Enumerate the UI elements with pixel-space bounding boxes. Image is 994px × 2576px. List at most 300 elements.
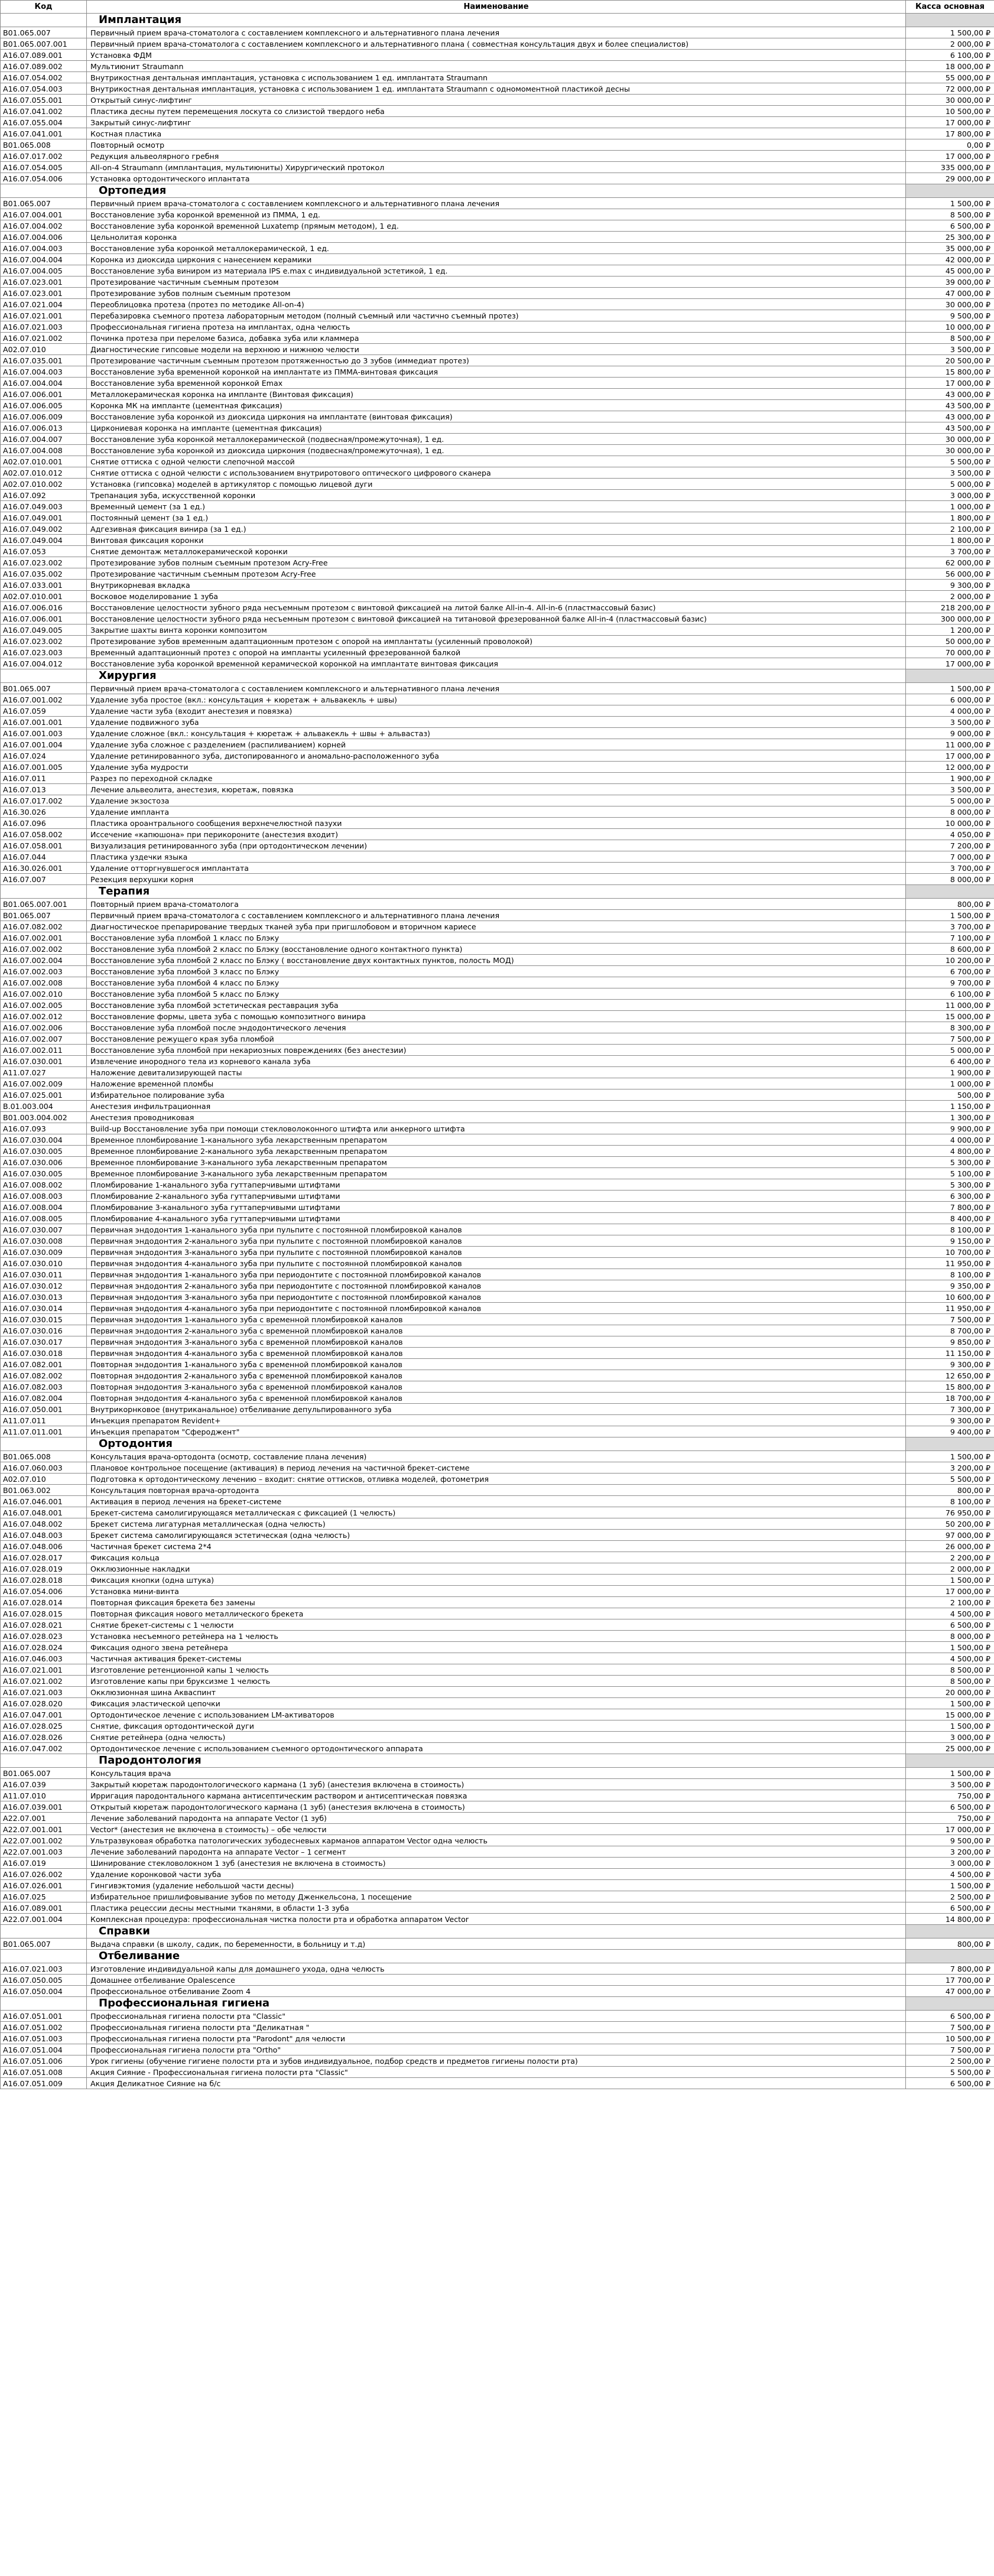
service-code: A16.07.049.001 — [1, 512, 87, 523]
table-row — [1, 1348, 994, 1359]
service-price: 9 300,00 ₽ — [906, 580, 994, 591]
service-price: 10 000,00 ₽ — [906, 321, 994, 333]
service-price: 9 700,00 ₽ — [906, 977, 994, 988]
service-code: A22.07.001.001 — [1, 1824, 87, 1835]
table-row — [1, 445, 994, 456]
service-name: Брекет система самолигирующаяся эстетическая (одна челюсть) — [87, 1530, 906, 1541]
service-price: 8 100,00 ₽ — [906, 1224, 994, 1235]
service-price: 29 000,00 ₽ — [906, 173, 994, 184]
service-code: A16.07.030.014 — [1, 1303, 87, 1314]
service-code: A16.07.004.003 — [1, 366, 87, 378]
service-name: Первичная эндодонтия 1-канального зуба при периодонтите с постоянной пломбировкой каналов — [87, 1269, 906, 1280]
service-name: Выдача справки (в школу, садик, по беременности, в больницу и т.д) — [87, 1938, 906, 1950]
service-price: 30 000,00 ₽ — [906, 434, 994, 445]
service-price: 800,00 ₽ — [906, 1938, 994, 1950]
service-price: 6 500,00 ₽ — [906, 2011, 994, 2022]
service-code: A16.07.030.015 — [1, 1314, 87, 1325]
service-code: A16.07.033.001 — [1, 580, 87, 591]
service-code: A16.07.030.011 — [1, 1269, 87, 1280]
table-row — [1, 288, 994, 299]
service-name: Домашнее отбеливание Opalescence — [87, 1975, 906, 1986]
service-code: B01.003.004.002 — [1, 1112, 87, 1123]
table-row — [1, 1779, 994, 1790]
section-price-cell — [906, 1437, 994, 1451]
column-header-code: Код — [1, 1, 87, 14]
table-row — [1, 1451, 994, 1462]
service-code: A16.07.021.001 — [1, 1664, 87, 1676]
service-price: 500,00 ₽ — [906, 1089, 994, 1101]
table-row — [1, 829, 994, 840]
service-name: Восстановление целостности зубного ряда несъемным протезом с винтовой фиксацией на титановой фрезерованной балке All-in-4 (пластмассовый базис) — [87, 613, 906, 625]
table-row — [1, 1393, 994, 1404]
service-price: 8 000,00 ₽ — [906, 874, 994, 885]
service-name: Профессиональная гигиена полости рта "Classic" — [87, 2011, 906, 2022]
section-code-cell — [1, 885, 87, 899]
service-name: Протезирование частичным съемным протезом протяженностью до 3 зубов (иммедиат протез) — [87, 355, 906, 366]
service-price: 35 000,00 ₽ — [906, 243, 994, 254]
service-price: 11 000,00 ₽ — [906, 739, 994, 750]
service-code: A16.07.049.002 — [1, 523, 87, 535]
table-row — [1, 50, 994, 61]
service-code: A16.07.002.003 — [1, 966, 87, 977]
service-price: 2 100,00 ₽ — [906, 523, 994, 535]
service-name: Снятие оттиска с одной челюсти с использованием внутриротового оптического цифрового сканера — [87, 467, 906, 479]
service-name: Ультразвуковая обработка патологических зубодесневых карманов аппаратом Vector одна челюсть — [87, 1835, 906, 1846]
service-code: A02.07.010 — [1, 1474, 87, 1485]
service-name: Фиксация эластической цепочки — [87, 1698, 906, 1709]
table-row — [1, 591, 994, 602]
service-price: 70 000,00 ₽ — [906, 647, 994, 658]
service-price: 3 500,00 ₽ — [906, 717, 994, 728]
service-name: Частичная активация брекет-системы — [87, 1653, 906, 1664]
service-price: 17 000,00 ₽ — [906, 151, 994, 162]
service-code: A16.07.089.002 — [1, 61, 87, 72]
table-row — [1, 840, 994, 851]
service-name: Закрытие шахты винта коронки композитом — [87, 625, 906, 636]
service-price: 2 000,00 ₽ — [906, 38, 994, 50]
service-code: A16.07.051.002 — [1, 2022, 87, 2033]
service-name: Консультация врача-ортодонта (осмотр, составление плана лечения) — [87, 1451, 906, 1462]
service-price: 9 000,00 ₽ — [906, 728, 994, 739]
section-title: Ортопедия — [87, 184, 906, 198]
service-name: Наложение девитализирующей пасты — [87, 1067, 906, 1078]
service-code: A16.07.030.013 — [1, 1292, 87, 1303]
service-price: 1 000,00 ₽ — [906, 501, 994, 512]
table-row — [1, 1134, 994, 1146]
service-name: Пломбирование 2-канального зуба гуттаперчивыми штифтами — [87, 1191, 906, 1202]
table-row — [1, 1975, 994, 1986]
service-price: 26 000,00 ₽ — [906, 1541, 994, 1552]
table-row — [1, 198, 994, 209]
table-row — [1, 232, 994, 243]
table-row — [1, 1101, 994, 1112]
service-name: Первичный прием врача-стоматолога с составлением комплексного и альтернативного плана лечения — [87, 198, 906, 209]
service-name: Удаление коронковой части зуба — [87, 1869, 906, 1880]
service-name: Восстановление зуба коронкой временной керамической коронкой на имплантате винтовая фиксация — [87, 658, 906, 669]
service-price: 800,00 ₽ — [906, 899, 994, 910]
service-price: 7 100,00 ₽ — [906, 932, 994, 944]
table-row — [1, 321, 994, 333]
service-code: A16.30.026.001 — [1, 863, 87, 874]
section-price-cell — [906, 669, 994, 683]
table-row — [1, 1000, 994, 1011]
service-name: Первичная эндодонтия 2-канального зуба при пульпите с постоянной пломбировкой каналов — [87, 1235, 906, 1247]
table-row — [1, 254, 994, 265]
table-row — [1, 557, 994, 568]
service-code: A11.07.011.001 — [1, 1426, 87, 1437]
service-code: A16.07.039 — [1, 1779, 87, 1790]
table-row — [1, 1224, 994, 1235]
service-price: 8 500,00 ₽ — [906, 1664, 994, 1676]
service-name: Восстановление зуба коронкой временной Luxatemp (прямым методом), 1 ед. — [87, 220, 906, 232]
service-name: Снятие ретейнера (одна челюсть) — [87, 1732, 906, 1743]
service-name: Временное пломбирование 1-канального зуба лекарственным препаратом — [87, 1134, 906, 1146]
table-row — [1, 2067, 994, 2078]
table-header-row — [1, 1, 994, 14]
service-name: Build-up Восстановление зуба при помощи стекловолоконного штифта или анкерного штифта — [87, 1123, 906, 1134]
table-row — [1, 333, 994, 344]
service-price: 50 200,00 ₽ — [906, 1518, 994, 1530]
service-price: 4 500,00 ₽ — [906, 1608, 994, 1619]
table-row — [1, 1179, 994, 1191]
service-name: Протезирование зубов полным съемным протезом — [87, 288, 906, 299]
service-name: Лечение альвеолита, анестезия, кюретаж, повязка — [87, 784, 906, 795]
service-price: 9 300,00 ₽ — [906, 1415, 994, 1426]
table-row — [1, 728, 994, 739]
service-price: 8 000,00 ₽ — [906, 806, 994, 818]
service-price: 6 500,00 ₽ — [906, 1619, 994, 1631]
service-price: 3 500,00 ₽ — [906, 1779, 994, 1790]
service-price: 1 000,00 ₽ — [906, 1078, 994, 1089]
service-code: A16.07.019 — [1, 1858, 87, 1869]
service-code: A16.07.030.004 — [1, 1134, 87, 1146]
service-code: A16.07.004.004 — [1, 378, 87, 389]
service-price: 47 000,00 ₽ — [906, 288, 994, 299]
table-row — [1, 151, 994, 162]
service-code: A16.07.082.002 — [1, 921, 87, 932]
service-code: A16.07.028.024 — [1, 1642, 87, 1653]
table-row — [1, 1608, 994, 1619]
service-price: 6 500,00 ₽ — [906, 2078, 994, 2089]
service-name: Протезирование зубов полным съемным протезом Acry-Free — [87, 557, 906, 568]
service-price: 14 800,00 ₽ — [906, 1914, 994, 1925]
service-code: A16.07.082.004 — [1, 1393, 87, 1404]
service-name: Фиксация кольца — [87, 1552, 906, 1563]
service-code: A02.07.010.001 — [1, 591, 87, 602]
section-price-cell — [906, 1754, 994, 1768]
service-price: 3 000,00 ₽ — [906, 1858, 994, 1869]
service-code: A16.07.008.005 — [1, 1213, 87, 1224]
service-name: Визуализация ретинированного зуба (при ортодонтическом лечении) — [87, 840, 906, 851]
service-code: A16.07.048.006 — [1, 1541, 87, 1552]
table-row — [1, 1869, 994, 1880]
service-name: Гингивэктомия (удаление небольшой части десны) — [87, 1880, 906, 1891]
table-row — [1, 479, 994, 490]
service-price: 72 000,00 ₽ — [906, 83, 994, 95]
table-row — [1, 310, 994, 321]
service-name: Восстановление зуба пломбой 3 класс по Блэку — [87, 966, 906, 977]
service-name: Повторная эндодонтия 2-канального зуба с временной пломбировкой каналов — [87, 1370, 906, 1381]
service-name: Восстановление зуба временной коронкой на имплантате из ПММА-винтовая фиксация — [87, 366, 906, 378]
table-row — [1, 1813, 994, 1824]
section-header-row — [1, 1925, 994, 1938]
service-price: 25 300,00 ₽ — [906, 232, 994, 243]
table-row — [1, 1563, 994, 1575]
service-name: Удаление сложное (вкл.: консультация + кюретаж + альвакекль + швы + альвастаз) — [87, 728, 906, 739]
table-row — [1, 95, 994, 106]
service-price: 5 500,00 ₽ — [906, 1474, 994, 1485]
table-row — [1, 1986, 994, 1997]
service-price: 3 700,00 ₽ — [906, 863, 994, 874]
service-code: A16.07.004.007 — [1, 434, 87, 445]
table-row — [1, 863, 994, 874]
service-price: 1 500,00 ₽ — [906, 1451, 994, 1462]
table-row — [1, 523, 994, 535]
service-name: Внутрикостная дентальная имплантация, установка с использованием 1 ед. имплантата Straumann с одномоментной пластикой десны — [87, 83, 906, 95]
service-name: Повторная фиксация нового металлического брекета — [87, 1608, 906, 1619]
service-name: Наложение временной пломбы — [87, 1078, 906, 1089]
service-name: Удаление части зуба (входит анестезия и повязка) — [87, 705, 906, 717]
service-price: 2 100,00 ₽ — [906, 1597, 994, 1608]
service-code: B01.065.007.001 — [1, 899, 87, 910]
table-row — [1, 1033, 994, 1045]
service-name: Активация в период лечения на брекет-системе — [87, 1496, 906, 1507]
service-code: A16.07.011 — [1, 773, 87, 784]
service-price: 1 500,00 ₽ — [906, 198, 994, 209]
service-name: Временное пломбирование 3-канального зуба лекарственным препаратом — [87, 1157, 906, 1168]
service-name: Внутрикорневая вкладка — [87, 580, 906, 591]
table-row — [1, 173, 994, 184]
service-price: 1 500,00 ₽ — [906, 1880, 994, 1891]
service-price: 1 500,00 ₽ — [906, 1698, 994, 1709]
service-price: 6 000,00 ₽ — [906, 694, 994, 705]
service-name: Профессиональная гигиена протеза на имплантах, одна челюсть — [87, 321, 906, 333]
service-code: A16.07.051.009 — [1, 2078, 87, 2089]
section-header-row — [1, 1754, 994, 1768]
service-price: 4 800,00 ₽ — [906, 1146, 994, 1157]
service-code: A16.07.093 — [1, 1123, 87, 1134]
service-code: A16.07.053 — [1, 546, 87, 557]
service-code: B01.065.007 — [1, 683, 87, 694]
table-row — [1, 762, 994, 773]
table-row — [1, 977, 994, 988]
service-name: Восстановление зуба коронкой временной из ПММА, 1 ед. — [87, 209, 906, 220]
service-price: 9 300,00 ₽ — [906, 1359, 994, 1370]
section-header-row — [1, 14, 994, 27]
service-code: A16.07.048.003 — [1, 1530, 87, 1541]
service-price: 1 900,00 ₽ — [906, 1067, 994, 1078]
service-name: Первичная эндодонтия 2-канального зуба с временной пломбировкой каналов — [87, 1325, 906, 1336]
section-code-cell — [1, 14, 87, 27]
table-row — [1, 932, 994, 944]
table-row — [1, 1314, 994, 1325]
table-row — [1, 1963, 994, 1975]
table-row — [1, 61, 994, 72]
service-code: A16.07.035.002 — [1, 568, 87, 580]
table-row — [1, 1891, 994, 1902]
service-price: 7 800,00 ₽ — [906, 1963, 994, 1975]
service-code: A16.07.002.012 — [1, 1011, 87, 1022]
service-price: 8 100,00 ₽ — [906, 1269, 994, 1280]
service-name: Повторная эндодонтия 1-канального зуба с временной пломбировкой каналов — [87, 1359, 906, 1370]
service-name: Лечение заболеваний пародонта на аппарате Vector (1 зуб) — [87, 1813, 906, 1824]
service-name: Восстановление зуба пломбой 2 класс по Блэку ( восстановление двух контактных пунктов, полость МОД) — [87, 955, 906, 966]
service-price: 5 300,00 ₽ — [906, 1157, 994, 1168]
service-price: 7 300,00 ₽ — [906, 1404, 994, 1415]
service-code: A02.07.010.012 — [1, 467, 87, 479]
table-row — [1, 1123, 994, 1134]
table-row — [1, 874, 994, 885]
service-code: A16.07.054.003 — [1, 83, 87, 95]
service-price: 2 500,00 ₽ — [906, 1891, 994, 1902]
table-row — [1, 490, 994, 501]
table-row — [1, 1426, 994, 1437]
service-price: 12 000,00 ₽ — [906, 762, 994, 773]
service-code: A16.07.001.004 — [1, 739, 87, 750]
service-price: 10 700,00 ₽ — [906, 1247, 994, 1258]
service-code: A16.07.051.008 — [1, 2067, 87, 2078]
service-price: 6 500,00 ₽ — [906, 1902, 994, 1914]
service-name: Первичный прием врача-стоматолога с составлением комплексного и альтернативного плана ( совместная консультация двух и более специалистов) — [87, 38, 906, 50]
service-name: Изготовление ретенционной капы 1 челюсть — [87, 1664, 906, 1676]
table-row — [1, 1269, 994, 1280]
service-name: All-on-4 Straumann (имплантация, мультиюниты) Хирургический протокол — [87, 162, 906, 173]
service-price: 43 000,00 ₽ — [906, 411, 994, 422]
table-row — [1, 966, 994, 977]
service-price: 5 500,00 ₽ — [906, 2067, 994, 2078]
service-code: A16.07.030.005 — [1, 1146, 87, 1157]
service-code: A16.07.028.017 — [1, 1552, 87, 1563]
table-row — [1, 899, 994, 910]
service-code: A16.07.013 — [1, 784, 87, 795]
section-title: Справки — [87, 1925, 906, 1938]
service-price: 1 500,00 ₽ — [906, 1575, 994, 1586]
service-code: A16.07.002.010 — [1, 988, 87, 1000]
service-code: A16.07.004.004 — [1, 254, 87, 265]
service-name: Закрытый кюретаж пародонтологического кармана (1 зуб) (анестезия включена в стоимость) — [87, 1779, 906, 1790]
service-name: Установка мини-винта — [87, 1586, 906, 1597]
service-name: Повторный осмотр — [87, 139, 906, 151]
table-body — [1, 14, 994, 2089]
table-row — [1, 647, 994, 658]
service-code: A02.07.010.001 — [1, 456, 87, 467]
service-code: A16.07.030.008 — [1, 1235, 87, 1247]
service-price: 18 000,00 ₽ — [906, 61, 994, 72]
service-price: 30 000,00 ₽ — [906, 445, 994, 456]
table-row — [1, 1938, 994, 1950]
table-row — [1, 1258, 994, 1269]
service-price: 7 500,00 ₽ — [906, 1033, 994, 1045]
table-row — [1, 1631, 994, 1642]
service-name: Удаление зуба простое (вкл.: консультация + кюретаж + альвакекль + швы) — [87, 694, 906, 705]
service-price: 17 700,00 ₽ — [906, 1975, 994, 1986]
section-price-cell — [906, 885, 994, 899]
table-row — [1, 1743, 994, 1754]
service-name: Восстановление зуба коронкой металлокерамической (подвесная/промежуточная), 1 ед. — [87, 434, 906, 445]
service-name: Инъекция препаратом "Сфероджент" — [87, 1426, 906, 1437]
service-name: Мультиюнит Straumann — [87, 61, 906, 72]
table-row — [1, 72, 994, 83]
service-price: 8 600,00 ₽ — [906, 944, 994, 955]
section-header-row — [1, 184, 994, 198]
service-name: Пластика уздечки языка — [87, 851, 906, 863]
table-row — [1, 773, 994, 784]
service-code: A16.07.006.009 — [1, 411, 87, 422]
section-header-row — [1, 885, 994, 899]
table-row — [1, 277, 994, 288]
service-price: 17 000,00 ₽ — [906, 1824, 994, 1835]
service-name: Подготовка к ортодонтическому лечению – входит: снятие оттисков, отливка моделей, фотометрия — [87, 1474, 906, 1485]
service-price: 6 700,00 ₽ — [906, 966, 994, 977]
service-price: 4 000,00 ₽ — [906, 705, 994, 717]
service-price: 1 500,00 ₽ — [906, 27, 994, 38]
table-row — [1, 1530, 994, 1541]
service-price: 9 400,00 ₽ — [906, 1426, 994, 1437]
service-code: A16.07.028.019 — [1, 1563, 87, 1575]
service-name: Цельнолитая коронка — [87, 232, 906, 243]
table-row — [1, 38, 994, 50]
service-name: Лечение заболеваний пародонта на аппарате Vector – 1 сегмент — [87, 1846, 906, 1858]
service-price: 62 000,00 ₽ — [906, 557, 994, 568]
service-price: 7 200,00 ₽ — [906, 840, 994, 851]
service-code: A16.07.046.001 — [1, 1496, 87, 1507]
service-price: 1 150,00 ₽ — [906, 1101, 994, 1112]
table-row — [1, 1586, 994, 1597]
service-code: A16.07.049.003 — [1, 501, 87, 512]
service-price: 9 350,00 ₽ — [906, 1280, 994, 1292]
service-code: A16.07.030.017 — [1, 1336, 87, 1348]
table-row — [1, 411, 994, 422]
service-code: A16.07.023.001 — [1, 288, 87, 299]
service-price: 20 500,00 ₽ — [906, 355, 994, 366]
service-price: 1 500,00 ₽ — [906, 1642, 994, 1653]
service-name: Открытый кюретаж пародонтологического кармана (1 зуб) (анестезия включена в стоимость) — [87, 1801, 906, 1813]
table-row — [1, 2022, 994, 2033]
table-row — [1, 1902, 994, 1914]
service-name: Диагностические гипсовые модели на верхнюю и нижнюю челюсти — [87, 344, 906, 355]
service-price: 6 500,00 ₽ — [906, 220, 994, 232]
service-name: Постоянный цемент (за 1 ед.) — [87, 512, 906, 523]
section-price-cell — [906, 184, 994, 198]
service-price: 55 000,00 ₽ — [906, 72, 994, 83]
table-row — [1, 1880, 994, 1891]
service-name: Профессиональная гигиена полости рта "Parodont" для челюсти — [87, 2033, 906, 2044]
table-row — [1, 501, 994, 512]
table-row — [1, 1067, 994, 1078]
service-price: 45 000,00 ₽ — [906, 265, 994, 277]
service-name: Восстановление зуба пломбой при некариозных повреждениях (без анестезии) — [87, 1045, 906, 1056]
service-code: A16.07.058.001 — [1, 840, 87, 851]
table-row — [1, 1381, 994, 1393]
service-name: Комплексная процедура: профессиональная чистка полости рта и обработка аппаратом Vector — [87, 1914, 906, 1925]
service-code: A16.07.006.001 — [1, 389, 87, 400]
service-code: A11.07.011 — [1, 1415, 87, 1426]
service-name: Первичная эндодонтия 4-канального зуба при периодонтите с постоянной пломбировкой каналов — [87, 1303, 906, 1314]
service-code: A16.07.051.006 — [1, 2055, 87, 2067]
service-name: Первичный прием врача-стоматолога с составлением комплексного и альтернативного плана лечения — [87, 910, 906, 921]
table-row — [1, 366, 994, 378]
service-code: A16.07.025.001 — [1, 1089, 87, 1101]
table-row — [1, 1846, 994, 1858]
service-code: A16.07.026.001 — [1, 1880, 87, 1891]
table-row — [1, 1235, 994, 1247]
table-row — [1, 1507, 994, 1518]
table-row — [1, 535, 994, 546]
service-code: A16.07.004.003 — [1, 243, 87, 254]
service-name: Vector* (анестезия не включена в стоимость) – обе челюсти — [87, 1824, 906, 1835]
service-name: Урок гигиены (обучение гигиене полости рта и зубов индивидуальное, подбор средств и предметов гигиены полости рта) — [87, 2055, 906, 2067]
service-code: B01.063.002 — [1, 1485, 87, 1496]
